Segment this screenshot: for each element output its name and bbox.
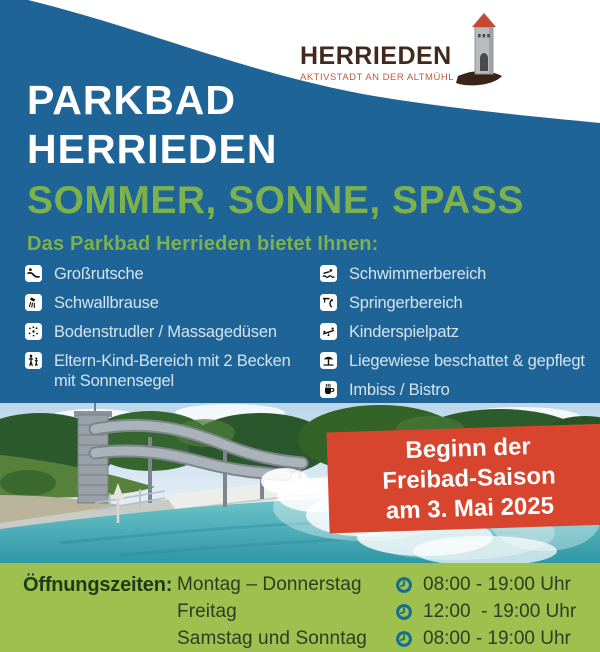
slide-icon <box>25 265 42 282</box>
schedule-row <box>177 625 576 652</box>
feature-liegewiese <box>320 351 595 371</box>
schedule-time: 08:00 - 19:00 Uhr <box>423 627 571 649</box>
clock-icon <box>395 630 413 648</box>
intro-line: Das Parkbad Herrieden bietet Ihnen: <box>27 233 379 255</box>
schedule-row <box>177 571 576 598</box>
schedule-time: 08:00 - 19:00 Uhr <box>423 573 571 595</box>
feature-label: Kinderspielpatz <box>349 323 459 341</box>
logo-name: HERRIEDEN <box>300 42 452 70</box>
feature-label: Eltern-Kind-Bereich mit 2 Becken mit Sonnensegel <box>54 352 291 390</box>
schedule-days: Samstag und Sonntag <box>177 627 367 649</box>
schedule <box>177 571 576 652</box>
badge-line-2: Freibad-Saison <box>381 462 557 495</box>
food-icon <box>320 381 337 398</box>
opening-hours-label: Öffnungszeiten: <box>23 574 173 596</box>
feature-springerbereich <box>320 293 595 313</box>
opening-hours-footer <box>0 563 600 652</box>
feature-grossrutsche <box>25 264 320 284</box>
jets-icon <box>25 323 42 340</box>
badge-line-1: Beginn der <box>404 433 532 464</box>
schedule-days: Freitag <box>177 600 237 622</box>
schedule-days: Montag – Donnerstag <box>177 573 362 595</box>
title-line-2: HERRIEDEN <box>27 126 278 172</box>
castle-tower-icon <box>454 12 506 92</box>
feature-kinderspielplatz <box>320 322 595 342</box>
schedule-row <box>177 598 576 625</box>
tree-icon <box>320 352 337 369</box>
title-line-1: PARKBAD <box>27 77 236 123</box>
logo-text <box>300 44 452 83</box>
feature-label: Bodenstrudler / Massagedüsen <box>54 323 277 341</box>
features-column-right <box>320 264 595 409</box>
feature-eltern-kind <box>25 351 320 391</box>
badge-line-3: am 3. Mai 2025 <box>385 492 555 525</box>
feature-schwimmerbereich <box>320 264 595 284</box>
logo-tagline: AKTIVSTADT AN DER ALTMÜHL <box>300 72 454 83</box>
features-list <box>25 264 595 409</box>
feature-label: Springerbereich <box>349 294 463 312</box>
feature-label: Schwimmerbereich <box>349 265 487 283</box>
subtitle: SOMMER, SONNE, SPASS <box>27 179 524 222</box>
season-badge <box>326 424 600 534</box>
feature-label: Schwallbrause <box>54 294 159 312</box>
page-title <box>27 76 277 174</box>
feature-label: Imbiss / Bistro <box>349 381 450 399</box>
town-logo <box>300 12 510 92</box>
feature-imbiss <box>320 380 595 400</box>
feature-schwallbrause <box>25 293 320 313</box>
swimmer-icon <box>320 265 337 282</box>
feature-label: Großrutsche <box>54 265 144 283</box>
feature-label: Liegewiese beschattet & gepflegt <box>349 352 585 370</box>
features-column-left <box>25 264 320 409</box>
feature-bodenstrudler <box>25 322 320 342</box>
diver-icon <box>320 294 337 311</box>
playground-icon <box>320 323 337 340</box>
clock-icon <box>395 576 413 594</box>
clock-icon <box>395 603 413 621</box>
family-icon <box>25 352 42 369</box>
schedule-time: 12:00 - 19:00 Uhr <box>423 600 577 622</box>
shower-icon <box>25 294 42 311</box>
